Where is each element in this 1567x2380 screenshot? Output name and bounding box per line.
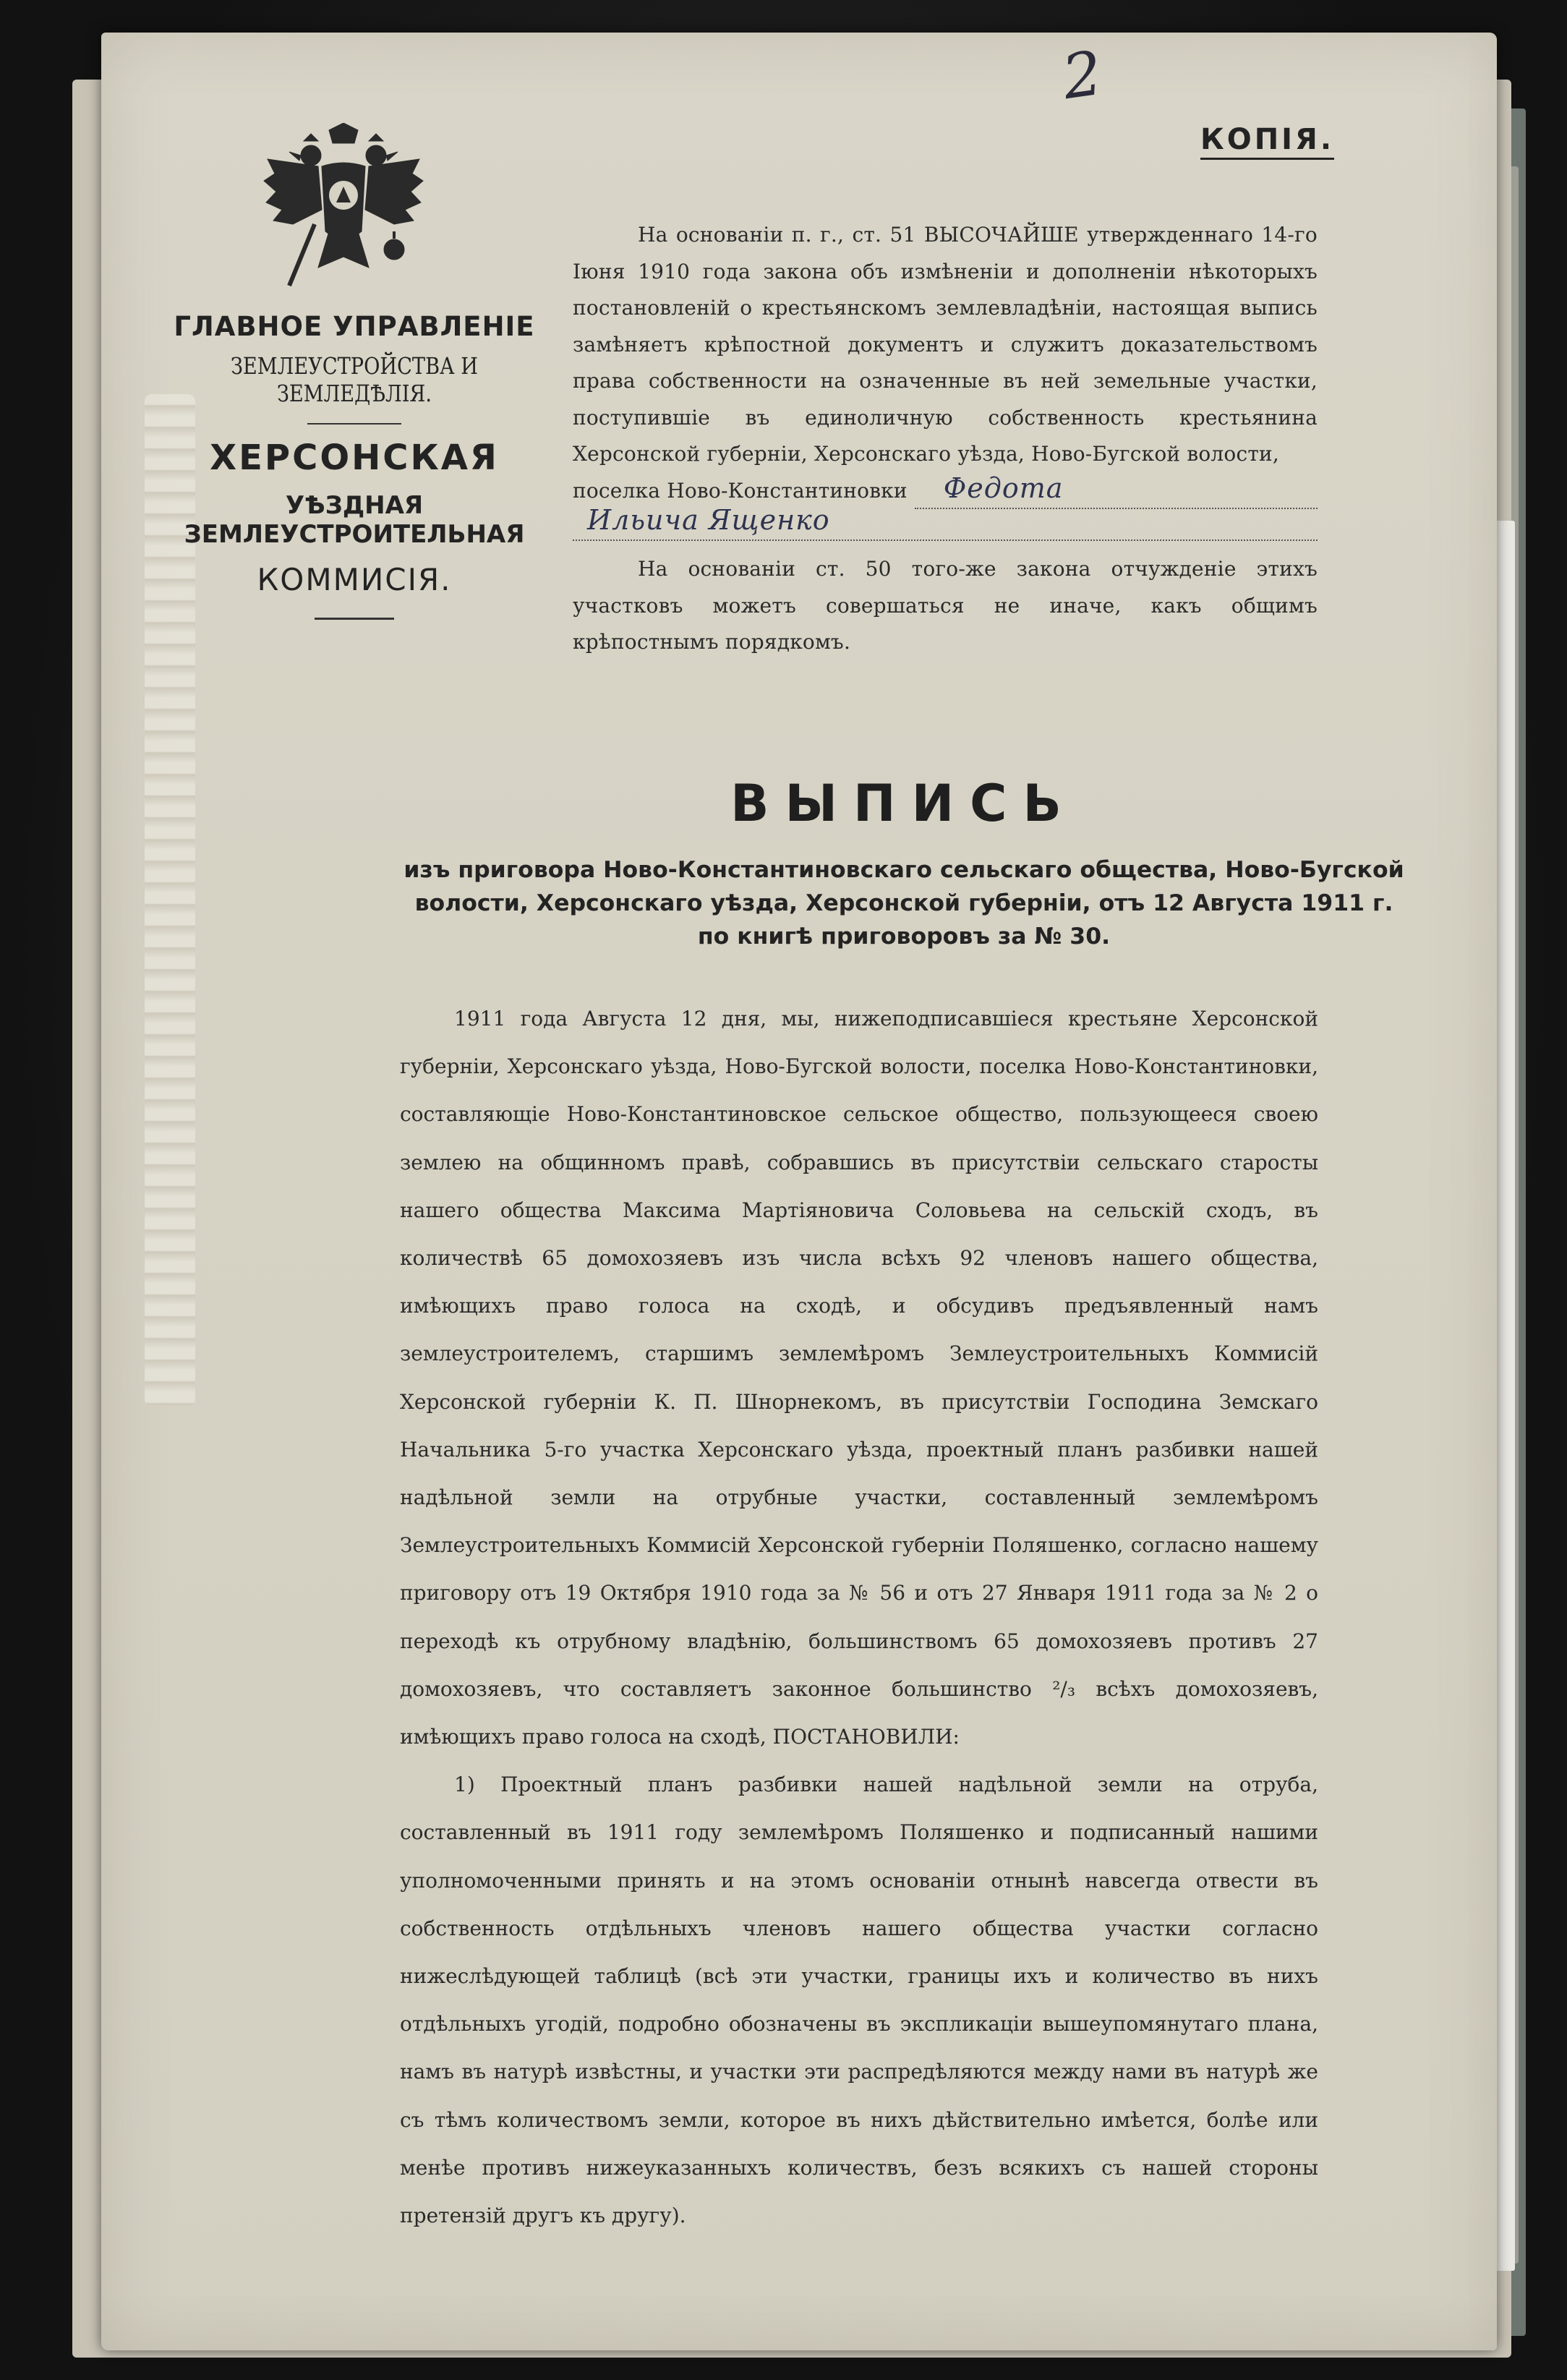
document-title: ВЫПИСЬ	[730, 774, 1077, 833]
subtitle-line-2: волости, Херсонскаго уѣзда, Херсонской губерніи, отъ 12 Августа 1911 г.	[414, 890, 1393, 916]
settlement-label: поселка Ново-Константиновки	[573, 478, 908, 503]
owner-name-blank-2	[573, 503, 1318, 541]
header-divider	[307, 423, 401, 425]
subtitle-line-3: по книгѣ приговоровъ за № 30.	[697, 924, 1111, 950]
header-line-district-commission: УѢЗДНАЯ ЗЕМЛЕУСТРОИТЕЛЬНАЯ	[184, 491, 525, 549]
handwritten-page-number: 2	[1058, 37, 1107, 114]
subtitle-line-1: изъ приговора Ново-Константиновскаго сельскаго общества, Ново-Бугской	[404, 857, 1404, 883]
handwritten-patronymic-surname: Ильича Ященко	[587, 503, 830, 536]
handwritten-first-name: Федота	[943, 472, 1064, 504]
header-line-main-administration: ГЛАВНОЕ УПРАВЛЕНІЕ	[174, 311, 535, 342]
body-paragraph-1: 1911 года Августа 12 дня, мы, нижеподписавшіеся крестьяне Херсонской губерніи, Херсонскаго уѣзда, Ново-Бугской волости, поселка Ново-Константиновки, составляющіе Ново-Константиновское сельское общество, пользующееся своею землею на общинномъ правѣ, собравшись въ присутствіи сельскаго старосты нашего общества Максима Мартіяновича Соловьева на сельскій сходъ, въ количествѣ 65 домохозяевъ изъ числа всѣхъ 92 членовъ нашего общества, имѣющихъ право голоса на сходѣ, и обсудивъ предъявленный намъ землеустроителемъ, старшимъ землемѣромъ Землеустроительныхъ Коммисій Херсонской губерніи К. П. Шнорнекомъ, въ присутствіи Господина Земскаго Начальника 5-го участка Херсонскаго уѣзда, проектный планъ разбивки нашей надѣльной земли на отрубные участки, составленный землемѣромъ Землеустроительныхъ Коммисій Херсонской губерніи Поляшенко, согласно нашему приговору отъ 19 Октября 1910 года за № 56 и отъ 27 Января 1911 года за № 2 о переходѣ къ отрубному владѣнію, большинствомъ 65 домохозяевъ противъ 27 домохозяевъ, что составляетъ законное большинство ²/₃ всѣхъ домохозяевъ, имѣющихъ право голоса на сходѣ, ПОСТАНОВИЛИ:	[400, 1007, 1318, 1749]
copy-label: КОПІЯ.	[1200, 123, 1334, 160]
legal-notice	[573, 217, 1318, 661]
legal-notice-paragraph-2: На основаніи ст. 50 того-же закона отчужденіе этихъ участковъ можетъ совершаться не иначе, какъ общимъ крѣпостнымъ порядкомъ.	[573, 557, 1318, 654]
document-body	[400, 995, 1318, 2240]
body-paragraph-2: 1) Проектный планъ разбивки нашей надѣльной земли на отруба, составленный въ 1911 году землемѣромъ Поляшенко и подписанный нашими уполномоченными принять и на этомъ основаніи отнынѣ навсегда отвести въ собственность отдѣльныхъ членовъ нашего общества участки согласно нижеслѣдующей таблицѣ (всѣ эти участки, границы ихъ и количество въ нихъ отдѣльныхъ угодій, подробно обозначены въ экспликаціи вышеупомянутаго плана, намъ въ натурѣ извѣстны, и участки эти распредѣляются между нами въ натурѣ же съ тѣмъ количествомъ земли, которое въ нихъ дѣйствительно имѣется, болѣе или менѣе противъ нижеуказанныхъ количествъ, безъ всякихъ съ нашей стороны претензій другъ къ другу).	[400, 1773, 1318, 2228]
header-line-kherson: ХЕРСОНСКАЯ	[210, 438, 499, 478]
header-divider-bottom	[315, 618, 394, 620]
header-line-land-management: ЗЕМЛЕУСТРОЙСТВА И ЗЕМЛЕДѢЛІЯ.	[230, 352, 479, 407]
issuing-authority-header	[145, 304, 564, 620]
owner-fill-line-2	[573, 503, 1318, 541]
double-headed-eagle-icon	[260, 123, 427, 297]
header-line-commission: КОММИСІЯ.	[257, 562, 452, 597]
legal-notice-paragraph-1: На основаніи п. г., ст. 51 ВЫСОЧАЙШЕ утвержденнаго 14-го Іюня 1910 года закона объ измѣненіи и дополненіи нѣкоторыхъ постановленій о крестьянскомъ землевладѣніи, настоящая выпись замѣняетъ крѣпостной документъ и служитъ доказательствомъ права собственности на означенные въ ней земельные участки, поступившіе въ единоличную собственность крестьянина Херсонской губерніи, Херсонскаго уѣзда, Ново-Бугской волости,	[573, 223, 1318, 466]
owner-name-blank-1	[915, 472, 1318, 509]
document-subtitle	[390, 853, 1417, 953]
